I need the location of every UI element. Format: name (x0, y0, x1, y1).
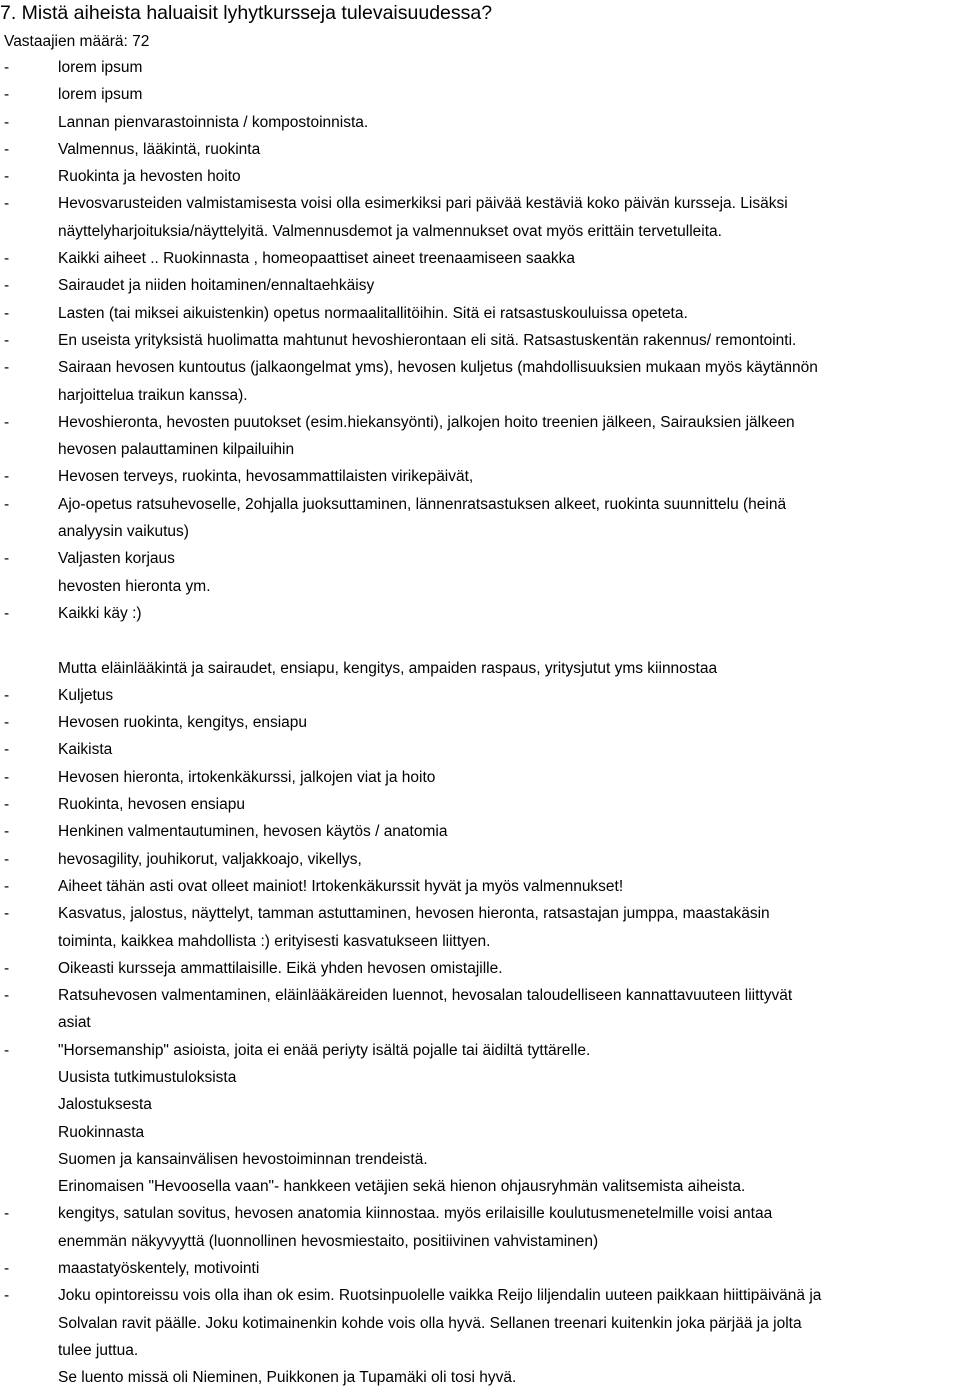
response-line: harjoittelua traikun kanssa). (58, 386, 248, 404)
list-bullet: - (4, 495, 10, 513)
response-line: Hevosen hieronta, irtokenkäkurssi, jalkojen viat ja hoito (58, 768, 436, 786)
blank-line (58, 627, 960, 654)
list-bullet: - (4, 1205, 10, 1223)
response-line: asiat (58, 1014, 91, 1032)
response-text (58, 545, 960, 600)
respondent-count: Vastaajien määrä: 72 (4, 33, 150, 50)
list-bullet: - (4, 195, 10, 213)
response-text (58, 955, 960, 982)
response-item (0, 136, 960, 163)
response-line: Ruokinta, hevosen ensiapu (58, 796, 245, 814)
list-bullet: - (4, 168, 10, 186)
list-bullet: - (4, 714, 10, 732)
list-bullet: - (4, 1287, 10, 1305)
response-line: Ruokinta ja hevosten hoito (58, 168, 241, 186)
response-line: kengitys, satulan sovitus, hevosen anatomia kiinnostaa. myös erilaisille koulutusmenetelmille voisi antaa (58, 1205, 773, 1223)
response-text (58, 463, 960, 490)
response-line: Hevosvarusteiden valmistamisesta voisi olla esimerkiksi pari päivää kestäviä koko päivän kursseja. Lisäksi (58, 195, 788, 213)
response-item (0, 900, 960, 955)
response-text (58, 764, 960, 791)
response-text (58, 900, 960, 955)
response-item (0, 764, 960, 791)
response-line: Ruokinnasta (58, 1123, 145, 1141)
list-bullet: - (4, 823, 10, 841)
response-line: Erinomaisen "Hevoosella vaan"- hankkeen vetäjien sekä hienon ohjausryhmän valitsemista aiheista. (58, 1178, 746, 1196)
response-text (58, 1200, 960, 1255)
list-bullet: - (4, 796, 10, 814)
response-line: Ratsuhevosen valmentaminen, eläinlääkäreiden luennot, hevosalan taloudelliseen kannattavuuteen liittyvät (58, 987, 793, 1005)
list-bullet: - (4, 59, 10, 76)
response-text (58, 1037, 960, 1201)
response-line: Sairaan hevosen kuntoutus (jalkaongelmat yms), hevosen kuljetus (mahdollisuuksien mukaan myös käytännön (58, 359, 818, 377)
response-text (58, 272, 960, 299)
list-bullet: - (4, 140, 10, 158)
response-text (58, 1282, 960, 1391)
response-item (0, 327, 960, 354)
response-line: En useista yrityksistä huolimatta mahtunut hevoshierontaan eli sitä. Ratsastuskentän rakennus/ remontointi. (58, 331, 797, 349)
list-bullet: - (4, 304, 10, 322)
response-item (0, 491, 960, 546)
list-bullet: - (4, 768, 10, 786)
list-bullet: - (4, 1041, 10, 1059)
response-text (58, 846, 960, 873)
response-item (0, 873, 960, 900)
response-line: analyysin vaikutus) (58, 523, 189, 541)
response-text (58, 600, 960, 682)
response-item (0, 818, 960, 845)
response-item (0, 163, 960, 190)
list-bullet: - (4, 1260, 10, 1278)
response-line: hevosen palauttaminen kilpailuihin (58, 441, 295, 459)
response-line: Uusista tutkimustuloksista (58, 1068, 237, 1086)
response-text (58, 873, 960, 900)
response-text (58, 136, 960, 163)
response-text (58, 736, 960, 763)
list-bullet: - (4, 359, 10, 377)
response-line: tulee juttua. (58, 1341, 139, 1359)
response-text (58, 354, 960, 409)
response-line: Mutta eläinlääkintä ja sairaudet, ensiapu, kengitys, ampaiden raspaus, yritysjutut yms kiinnostaa (58, 659, 718, 677)
list-bullet: - (4, 86, 10, 104)
response-line: Hevoshieronta, hevosten puutokset (esim.hiekansyönti), jalkojen hoito treenien jälkeen, Sairauksien jälkeen (58, 413, 795, 431)
response-line: Suomen ja kansainvälisen hevostoiminnan trendeistä. (58, 1150, 428, 1168)
response-line: Sairaudet ja niiden hoitaminen/ennaltaehkäisy (58, 277, 375, 295)
response-line: Joku opintoreissu vois olla ihan ok esim. Ruotsinpuolelle vaikka Reijo liljendalin uuteen paikkaan hiittipäivänä ja (58, 1287, 822, 1305)
list-bullet: - (4, 741, 10, 759)
response-line: Aiheet tähän asti ovat olleet mainiot! Irtokenkäkurssit hyvät ja myös valmennukset! (58, 877, 624, 895)
response-item (0, 54, 960, 81)
list-bullet: - (4, 877, 10, 895)
response-line: näyttelyharjoituksia/näyttelyitä. Valmennusdemot ja valmennukset ovat myös erittäin tervetulleita. (58, 222, 722, 240)
list-bullet: - (4, 905, 10, 923)
response-line: Solvalan ravit päälle. Joku kotimainenkin kohde vois olla hyvä. Sellanen treenari kuitenkin joka pärjää ja jolta (58, 1314, 802, 1332)
response-text (58, 709, 960, 736)
response-text (58, 300, 960, 327)
response-line: Henkinen valmentautuminen, hevosen käytös / anatomia (58, 823, 448, 841)
response-line: Hevosen ruokinta, kengitys, ensiapu (58, 714, 308, 732)
response-line: Kaikki aiheet .. Ruokinnasta , homeopaattiset aineet treenaamiseen saakka (58, 250, 575, 268)
list-bullet: - (4, 604, 10, 622)
response-text (58, 54, 960, 81)
response-list (0, 54, 960, 1392)
response-line: Lannan pienvarastoinnista / kompostoinnista. (58, 113, 369, 131)
response-line: Kaikista (58, 741, 113, 759)
response-line: "Horsemanship" asioista, joita ei enää periyty isältä pojalle tai äidiltä tyttärelle. (58, 1041, 591, 1059)
response-line: maastatyöskentely, motivointi (58, 1260, 260, 1278)
response-item (0, 354, 960, 409)
response-item (0, 791, 960, 818)
list-bullet: - (4, 277, 10, 295)
list-bullet: - (4, 468, 10, 486)
response-item (0, 81, 960, 108)
response-text (58, 109, 960, 136)
response-text (58, 682, 960, 709)
response-item (0, 245, 960, 272)
response-line: Kasvatus, jalostus, näyttelyt, tamman astuttaminen, hevosen hieronta, ratsastajan jumppa, maastakäsin (58, 905, 770, 923)
response-line: Hevosen terveys, ruokinta, hevosammattilaisten virikepäivät, (58, 468, 474, 486)
response-line: Oikeasti kursseja ammattilaisille. Eikä yhden hevosen omistajille. (58, 959, 503, 977)
response-text (58, 1255, 960, 1282)
response-line: Jalostuksesta (58, 1096, 152, 1114)
response-text (58, 982, 960, 1037)
response-line: Ajo-opetus ratsuhevoselle, 2ohjalla juoksuttaminen, lännenratsastuksen alkeet, ruokinta suunnittelu (heinä (58, 495, 787, 513)
response-item (0, 600, 960, 682)
response-line: lorem ipsum (58, 59, 143, 76)
list-bullet: - (4, 987, 10, 1005)
response-line: hevosten hieronta ym. (58, 577, 211, 595)
response-item (0, 463, 960, 490)
list-bullet: - (4, 331, 10, 349)
response-item (0, 545, 960, 600)
response-line: Valmennus, lääkintä, ruokinta (58, 140, 261, 158)
response-item (0, 190, 960, 245)
response-item (0, 1037, 960, 1201)
response-text (58, 163, 960, 190)
list-bullet: - (4, 550, 10, 568)
response-text (58, 81, 960, 108)
response-line: Lasten (tai miksei aikuistenkin) opetus normaalitallitöihin. Sitä ei ratsastuskouluissa opeteta. (58, 304, 688, 322)
list-bullet: - (4, 850, 10, 868)
response-text (58, 791, 960, 818)
list-bullet: - (4, 686, 10, 704)
list-bullet: - (4, 250, 10, 268)
response-text (58, 190, 960, 245)
response-item (0, 982, 960, 1037)
response-line: Se luento missä oli Nieminen, Puikkonen ja Tupamäki oli tosi hyvä. (58, 1369, 517, 1387)
question-title: 7. Mistä aiheista haluaisit lyhytkursseja tulevaisuudessa? (0, 2, 493, 24)
response-text (58, 409, 960, 464)
list-bullet: - (4, 413, 10, 431)
response-item (0, 1282, 960, 1391)
response-item (0, 109, 960, 136)
response-line: Valjasten korjaus (58, 550, 175, 568)
response-item (0, 1200, 960, 1255)
response-line: enemmän näkyvyyttä (luonnollinen hevosmiestaito, positiivinen vahvistaminen) (58, 1232, 599, 1250)
response-item (0, 955, 960, 982)
list-bullet: - (4, 959, 10, 977)
response-item (0, 682, 960, 709)
response-item (0, 1255, 960, 1282)
response-item (0, 846, 960, 873)
response-item (0, 272, 960, 299)
list-bullet: - (4, 113, 10, 131)
response-item (0, 300, 960, 327)
response-line: lorem ipsum (58, 86, 143, 104)
response-item (0, 709, 960, 736)
response-text (58, 245, 960, 272)
response-line: Kuljetus (58, 686, 114, 704)
response-line: toiminta, kaikkea mahdollista :) erityisesti kasvatukseen liittyen. (58, 932, 491, 950)
response-text (58, 491, 960, 546)
response-line: hevosagility, jouhikorut, valjakkoajo, vikellys, (58, 850, 362, 868)
response-item (0, 736, 960, 763)
response-text (58, 327, 960, 354)
response-item (0, 409, 960, 464)
response-text (58, 818, 960, 845)
response-line: Kaikki käy :) (58, 604, 142, 622)
